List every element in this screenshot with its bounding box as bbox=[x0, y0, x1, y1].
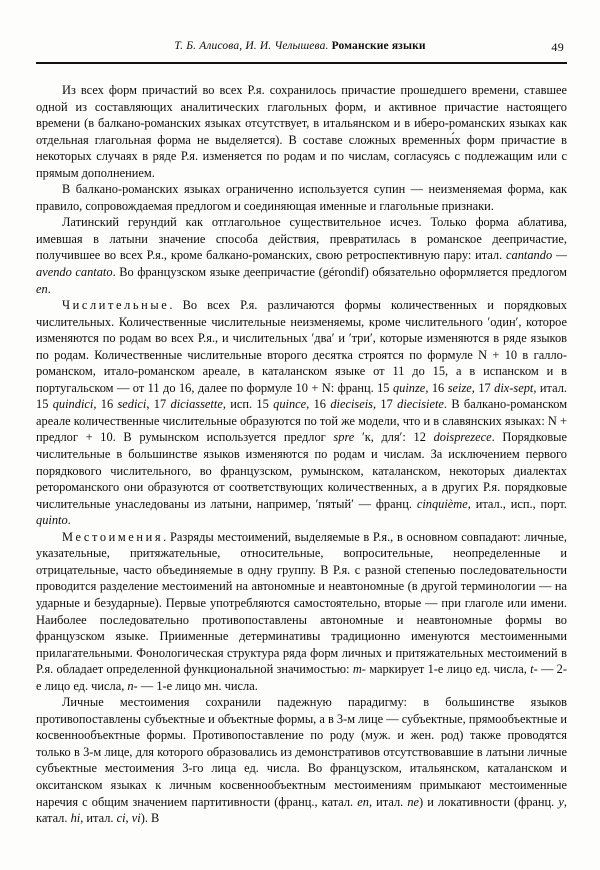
text-run: ) и локативности (франц. bbox=[419, 794, 559, 809]
text-run: - — 2-е лицо ед. числа, bbox=[36, 662, 567, 693]
running-head bbox=[36, 40, 564, 58]
paragraph-numerals bbox=[36, 297, 567, 529]
text-run: В балкано-романских языках ограниченно используется супин — неизменяемая форма, как правило, сопровождаемая предлогом и соединяющая именные и глагольные признаки. bbox=[36, 182, 567, 213]
example-term: seize bbox=[447, 380, 472, 395]
text-run: . Во всех Р.я. различаются формы количественных и порядковых числительных. Количественные числительные неизменяемы, кроме числительного ′один′, которое изменяются по родам во всех Р.я., и числительных ′два′ и ′три′, которые изменяются в ряде языков по родам. Количественные числительные второго десятка строятся по формуле N + 10 в галло-романском, итало-романском ареале, в каталанском языке от 11 до 15, а в испанском и в португальском — от 11 до 16, далее по формуле 10 + N: франц. 15 bbox=[36, 298, 567, 395]
example-term: dix-sept bbox=[494, 380, 534, 395]
text-run: , 16 bbox=[93, 397, 118, 412]
example-term: quinto bbox=[36, 513, 68, 528]
running-head-title: Романские языки bbox=[331, 40, 426, 52]
example-term: quince bbox=[273, 397, 307, 412]
example-term: m bbox=[352, 662, 362, 677]
text-run: , 16 bbox=[306, 397, 331, 412]
example-term: diecisiete bbox=[397, 397, 444, 412]
text-run: ′к, для′: 12 bbox=[354, 430, 434, 445]
text-run: . bbox=[47, 281, 51, 296]
header-rule bbox=[36, 62, 567, 64]
text-run: - — 1-е лицо мн. числа. bbox=[133, 678, 258, 693]
text-run: Латинский герундий как отглагольное существительное исчез. Только форма аблатива, имевшая в латыни значение способа действия, превратилась в романское деепричастие, получившее во всех Р.я., кроме балкано-романских, свою ретроспективную пару: итал. bbox=[36, 215, 567, 263]
text-run: . Разряды местоимений, выделяемые в Р.я., в основном совпадают: личные, указательные, притяжательные, относительные, вопросительные, неопределенные и отрицательные, часто объединяемые в одну группу. В Р.я. с разной степенью последовательности проводится разделение местоимений на автономные и неавтономные (в другой терминологии — на ударные и безударные). Первые употребляются самостоятельно, вторые — при глаголе или имени. Наиболее последовательно противопоставлены автономные и неавтономные формы во французском языке. Приименные детерминативы традиционно именуются местоименными прилагательными. Фонологическая структура ряда форм личных и притяжательных местоимений в Р.я. обладает определенной функциональной значимостью: bbox=[36, 529, 567, 677]
example-term: cinquième bbox=[416, 496, 468, 511]
text-run: , исп. 15 bbox=[222, 397, 274, 412]
running-head-authors: Т. Б. Алисова, И. И. Челышева. bbox=[174, 40, 329, 52]
section-heading: Местоимения bbox=[62, 529, 164, 544]
example-term: t bbox=[530, 662, 534, 677]
paragraph-pronouns bbox=[36, 529, 567, 694]
paragraph-gerund bbox=[36, 214, 567, 297]
text-run: , итал., исп., порт. bbox=[467, 496, 567, 511]
example-term: spre bbox=[333, 430, 355, 445]
text-run: . Во французском языке деепричастие (gérondif) обязательно оформляется предлогом bbox=[112, 265, 568, 280]
example-term: doisprezece bbox=[433, 430, 492, 445]
page-number: 49 bbox=[551, 40, 564, 54]
text-run: , 17 bbox=[146, 397, 171, 412]
example-term: y bbox=[558, 794, 564, 809]
example-term: quindici bbox=[52, 397, 94, 412]
text-run: . Порядковые числительные в большинстве языков изменяются по родам и числам. За исключением первого порядкового числительного, во французском, румынском, каталанском, некоторых диалектах ретороманского они образуются от соответствующих количественных, а в других Р.я. порядковые числительные унаследованы из латыни, например, ′пятый′ — франц. bbox=[36, 430, 567, 511]
example-term: ci, vi bbox=[116, 811, 141, 826]
example-term: dieciseis bbox=[330, 397, 373, 412]
example-term: ne bbox=[407, 794, 420, 809]
text-run: , катал. bbox=[36, 794, 567, 826]
body-text bbox=[36, 82, 567, 827]
text-run: Из всех форм причастий во всех Р.я. сохранилось причастие прошедшего времени, ставшее одной из составляющих аналитических глагольных форм, и активное причастие настоящего времени (в балкано-романских языках отсутствует, в итальянском и в иберо-романских языках как отдельная глагольная форма не выделяется). В составе сложных временны́х форм причастие в некоторых случаях в ряде Р.я. изменяется по родам и по числам, согласуясь с подлежащим или с прямым дополнением. bbox=[36, 83, 567, 180]
example-term: n bbox=[127, 678, 134, 693]
text-run: - маркирует 1-е лицо ед. числа, bbox=[361, 662, 531, 677]
text-run: . В балкано-романском ареале количественные числительные образуются по той же модели, что и в славянских языках: N + предлог + 10. В румынском используется предлог bbox=[36, 397, 568, 445]
text-run: , итал. bbox=[80, 811, 117, 826]
text-run: ). В bbox=[140, 811, 160, 826]
text-run: , итал. bbox=[368, 794, 408, 809]
example-term: cantando — avendo cantato bbox=[36, 248, 567, 280]
paragraph-supine bbox=[36, 181, 567, 214]
paragraph-participles bbox=[36, 82, 567, 181]
text-run: , 17 bbox=[372, 397, 398, 412]
text-run: , 17 bbox=[471, 380, 495, 395]
example-term: sedici bbox=[117, 397, 147, 412]
section-heading: Числительные bbox=[62, 298, 170, 313]
example-term: en bbox=[36, 281, 48, 296]
example-term: en bbox=[357, 794, 369, 809]
example-term: diciassette bbox=[170, 397, 223, 412]
text-run: , 16 bbox=[425, 380, 448, 395]
text-run: , итал. 15 bbox=[36, 380, 568, 412]
example-term: quinze bbox=[392, 380, 426, 395]
text-run: . bbox=[67, 513, 71, 528]
text-run: Личные местоимения сохранили падежную парадигму: в большинстве языков противопоставлены субъектные и объектные формы, а в 3-м лице — субъектные, прямообъектные и косвеннообъектные формы. Противопоставление по роду (муж. и жен. род) также проводятся только в 3-м лице, для которого образовались из демонстративов отсутствовавшие в латыни личные субъектные местоимения 3-го лица ед. числа. Во французском, итальянском, каталанском и окситанском языках к личным косвеннообъектным местоимениям примыкают местоименные наречия с общим значением партитивности (франц., катал. bbox=[36, 695, 567, 809]
example-term: hi bbox=[70, 811, 81, 826]
paragraph-personal-pronouns bbox=[36, 694, 567, 826]
running-head-text bbox=[36, 40, 564, 52]
